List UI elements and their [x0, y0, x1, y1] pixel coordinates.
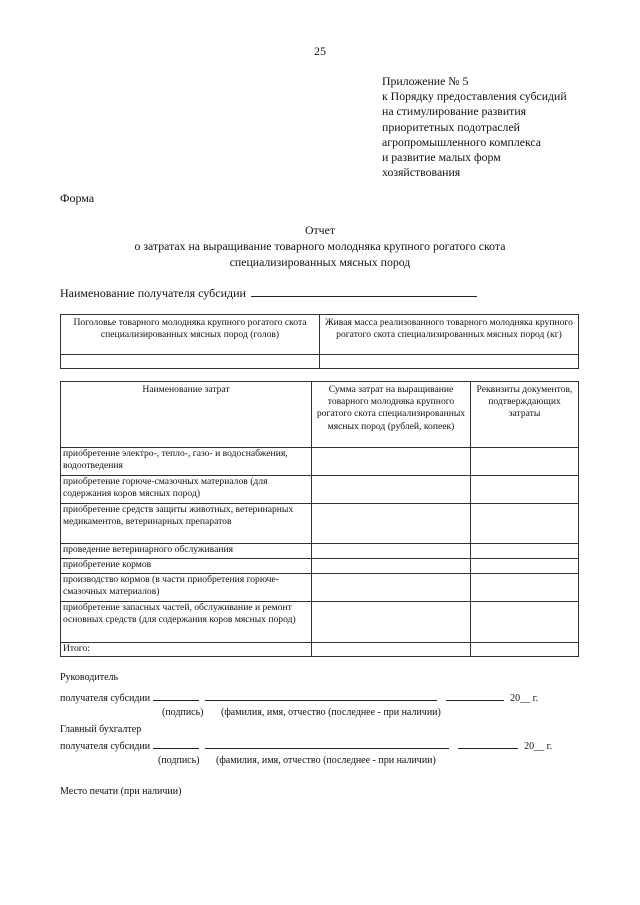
expense-name: приобретение электро-, тепло-, газо- и водоснабжения, водоотведения — [61, 448, 312, 476]
title-line: специализированных мясных пород — [229, 255, 411, 269]
date-field[interactable] — [458, 738, 518, 749]
table-row — [61, 559, 579, 574]
expense-docs-cell[interactable] — [471, 559, 579, 574]
appendix-line: приоритетных подотраслей — [382, 119, 520, 134]
accountant-title: Главный бухгалтер — [60, 724, 142, 735]
recipient-label: Наименование получателя субсидии — [60, 286, 246, 300]
page-number: 25 — [314, 44, 326, 58]
total-row — [61, 643, 579, 657]
expense-sum-cell[interactable] — [312, 476, 471, 504]
form-label: Форма — [60, 191, 95, 205]
year-label: 20__ г. — [524, 741, 553, 752]
appendix-line: Приложение № 5 — [382, 74, 469, 88]
expense-docs-cell[interactable] — [471, 448, 579, 476]
signature-field[interactable] — [153, 738, 199, 749]
accountant-signature-line — [60, 738, 552, 752]
recipient-label: получателя субсидии — [60, 741, 151, 752]
appendix-line: агропромышленного комплекса — [382, 134, 542, 149]
table-row — [61, 544, 579, 559]
stamp-place: Место печати (при наличии) — [60, 786, 182, 797]
signature-caption: (подпись) — [158, 755, 200, 766]
expense-sum-cell[interactable] — [312, 448, 471, 476]
name-field[interactable] — [205, 738, 449, 749]
expense-docs-cell[interactable] — [471, 602, 579, 643]
weight-header: Живая масса реализованного товарного молодняка крупного рогатого скота специализированных мясных пород (кг) — [320, 315, 579, 355]
expense-docs-cell[interactable] — [471, 574, 579, 602]
total-docs-cell[interactable] — [471, 643, 579, 657]
expense-docs-cell[interactable] — [471, 476, 579, 504]
expense-name: производство кормов (в части приобретения горюче-смазочных материалов) — [61, 574, 312, 602]
appendix-line: и развитие малых форм — [382, 150, 501, 165]
table-row — [61, 504, 579, 544]
expense-sum-cell[interactable] — [312, 559, 471, 574]
signature-caption: (подпись) — [162, 707, 204, 718]
total-label: Итого: — [61, 643, 312, 657]
appendix-line: на стимулирование развития — [382, 104, 527, 119]
year-label: 20__ г. — [510, 693, 539, 704]
recipient-input-line[interactable] — [251, 284, 477, 297]
appendix-header — [382, 74, 567, 180]
name-caption: (фамилия, имя, отчество (последнее - при наличии) — [216, 755, 436, 766]
expense-name: проведение ветеринарного обслуживания — [61, 544, 312, 559]
expenses-table — [60, 381, 579, 657]
table-row — [61, 602, 579, 643]
appendix-line: к Порядку предоставления субсидий — [382, 89, 567, 104]
date-field[interactable] — [446, 690, 504, 701]
head-title: Руководитель — [60, 672, 119, 683]
expense-sum-cell[interactable] — [312, 602, 471, 643]
expense-name-header: Наименование затрат — [61, 382, 312, 448]
weight-value-cell[interactable] — [320, 355, 579, 369]
head-signature-line — [60, 690, 538, 704]
expense-name: приобретение кормов — [61, 559, 312, 574]
expense-docs-cell[interactable] — [471, 544, 579, 559]
name-field[interactable] — [205, 690, 437, 701]
table-row — [61, 476, 579, 504]
title-line: Отчет — [305, 223, 335, 237]
expense-docs-cell[interactable] — [471, 504, 579, 544]
expense-sum-header: Сумма затрат на выращивание товарного молодняка крупного рогатого скота специализированных мясных пород (рублей, копеек) — [312, 382, 471, 448]
expense-sum-cell[interactable] — [312, 544, 471, 559]
livestock-header: Поголовье товарного молодняка крупного рогатого скота специализированных мясных пород (голов) — [61, 315, 320, 355]
livestock-value-cell[interactable] — [61, 355, 320, 369]
table-row — [61, 574, 579, 602]
table-row — [61, 448, 579, 476]
expense-name: приобретение запасных частей, обслуживание и ремонт основных средств (для содержания коров мясных пород) — [61, 602, 312, 643]
name-caption: (фамилия, имя, отчество (последнее - при наличии) — [221, 707, 441, 718]
livestock-table — [60, 314, 579, 369]
total-sum-cell[interactable] — [312, 643, 471, 657]
appendix-line: хозяйствования — [382, 165, 461, 180]
title-line: о затратах на выращивание товарного молодняка крупного рогатого скота — [134, 239, 506, 253]
expense-docs-header: Реквизиты документов, подтверждающих затраты — [471, 382, 579, 448]
expense-name: приобретение горюче-смазочных материалов (для содержания коров мясных пород) — [61, 476, 312, 504]
expense-name: приобретение средств защиты животных, ветеринарных медикаментов, ветеринарных препаратов — [61, 504, 312, 544]
recipient-label: получателя субсидии — [60, 693, 151, 704]
signature-field[interactable] — [153, 690, 199, 701]
recipient-field — [60, 284, 477, 301]
expense-sum-cell[interactable] — [312, 504, 471, 544]
expense-sum-cell[interactable] — [312, 574, 471, 602]
report-title — [60, 222, 580, 270]
